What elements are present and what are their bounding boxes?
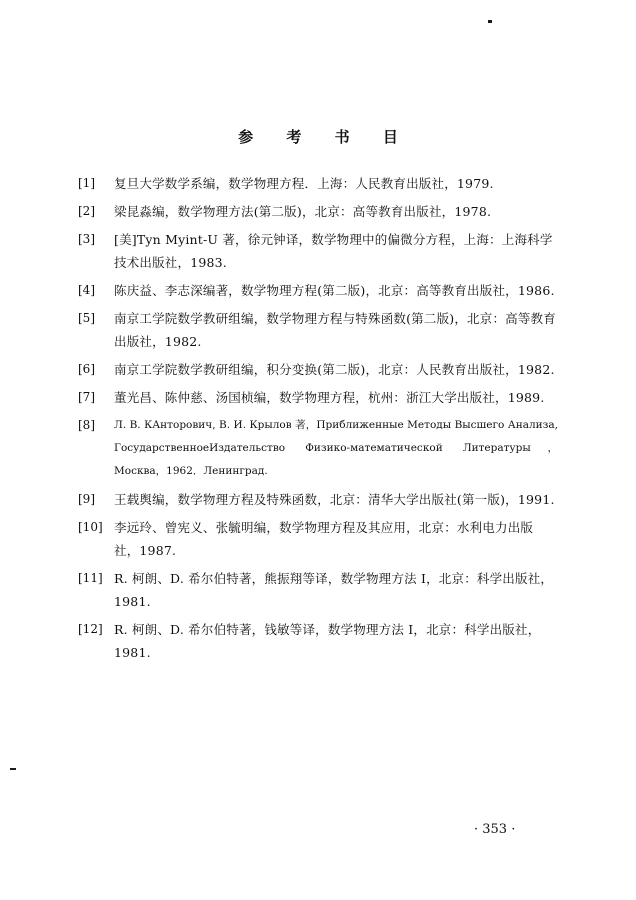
reference-item <box>78 567 558 613</box>
reference-number: [9] <box>78 492 95 506</box>
reference-item <box>78 200 558 223</box>
reference-item <box>78 516 558 562</box>
reference-number: [8] <box>78 418 95 432</box>
reference-text: Л. В. КАнторович, В. И. Крылов 著，Приближенные Методы Высшего Анализа, ГосударственноеИздательство Физико-математической Литературы，Москва，1962．Ленинград. <box>114 419 558 477</box>
reference-item <box>78 307 558 353</box>
reference-text: 复旦大学数学系编，数学物理方程．上海：人民教育出版社，1979. <box>114 176 494 191</box>
scan-speck <box>488 20 492 23</box>
reference-item <box>78 414 558 483</box>
reference-text: 梁昆淼编，数学物理方法(第二版)，北京：高等教育出版社，1978. <box>114 204 492 219</box>
scan-speck <box>10 768 16 770</box>
reference-item <box>78 358 558 381</box>
reference-item <box>78 488 558 511</box>
reference-number: [4] <box>78 283 95 297</box>
reference-number: [5] <box>78 311 95 325</box>
reference-number: [6] <box>78 362 95 376</box>
reference-text: R. 柯朗、D. 希尔伯特著，钱敏等译，数学物理方法 Ⅰ，北京：科学出版社，1981. <box>114 622 541 660</box>
reference-number: [3] <box>78 232 95 246</box>
reference-number: [10] <box>78 520 103 534</box>
reference-number: [12] <box>78 622 103 636</box>
reference-text: 南京工学院数学教研组编，积分变换(第二版)，北京：人民教育出版社，1982. <box>114 362 555 377</box>
reference-number: [11] <box>78 571 103 585</box>
reference-item <box>78 386 558 409</box>
reference-number: [2] <box>78 204 95 218</box>
reference-text: 陈庆益、李志深编著，数学物理方程(第二版)，北京：高等教育出版社，1986. <box>114 283 555 298</box>
page-number: · 353 · <box>474 822 516 837</box>
reference-text: 南京工学院数学教研组编，数学物理方程与特殊函数(第二版)，北京：高等教育出版社，1982. <box>114 311 556 349</box>
page-title: 参 考 书 目 <box>238 128 412 146</box>
reference-item <box>78 618 558 664</box>
reference-item <box>78 228 558 274</box>
reference-item <box>78 279 558 302</box>
reference-text: 李远玲、曾宪义、张毓明编，数学物理方程及其应用，北京：水利电力出版社，1987. <box>114 520 534 558</box>
reference-text: 董光昌、陈仲慈、汤国桢编，数学物理方程，杭州：浙江大学出版社，1989. <box>114 390 545 405</box>
reference-text: R. 柯朗、D. 希尔伯特著，熊振翔等译，数学物理方法 Ⅰ，北京：科学出版社，1981. <box>114 571 554 609</box>
reference-text: 王载舆编，数学物理方程及特殊函数，北京：清华大学出版社(第一版)，1991. <box>114 492 555 507</box>
reference-number: [7] <box>78 390 95 404</box>
reference-list <box>78 172 558 669</box>
reference-number: [1] <box>78 176 95 190</box>
reference-text: [美]Tyn Myint-U 著，徐元钟译，数学物理中的偏微分方程，上海：上海科学技术出版社，1983. <box>114 232 553 270</box>
reference-item <box>78 172 558 195</box>
